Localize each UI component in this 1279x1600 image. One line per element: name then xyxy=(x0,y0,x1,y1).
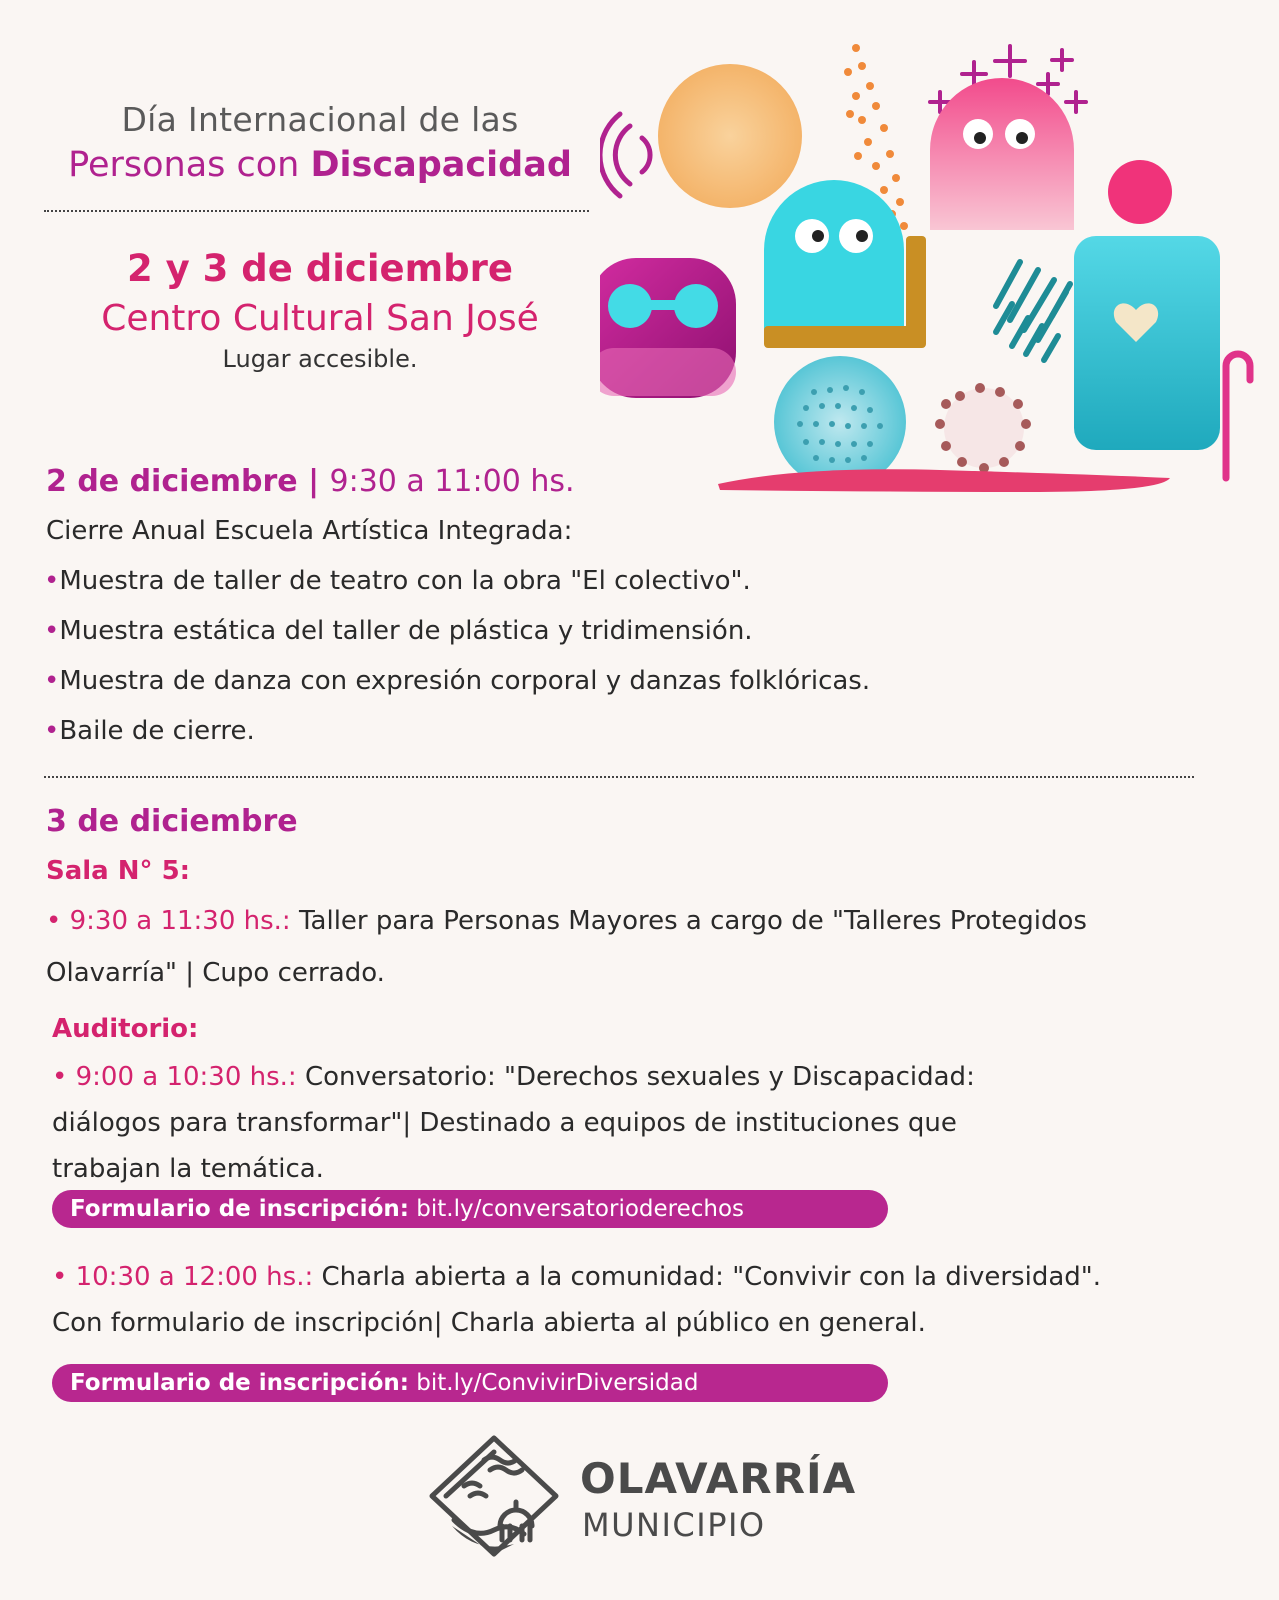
event-dates: 2 y 3 de diciembre xyxy=(127,247,513,290)
cyan-rectangle-figure xyxy=(1074,236,1220,450)
day1-date: 2 de diciembre xyxy=(46,464,298,499)
aud1-text-1: Conversatorio: "Derechos sexuales y Discapacidad: xyxy=(296,1062,975,1092)
day1-heading xyxy=(46,462,575,502)
day1-separator: | xyxy=(297,464,330,499)
day1-list-item xyxy=(44,564,751,598)
sala-time: • 9:30 a 11:30 hs.: xyxy=(46,906,291,936)
day1-intro: Cierre Anual Escuela Artística Integrada: xyxy=(46,516,573,546)
day1-item-text: Muestra de danza con expresión corporal y danzas folklóricas. xyxy=(59,666,871,696)
event-summary xyxy=(40,244,600,374)
bullet-icon: • xyxy=(44,616,60,646)
auditorio-activity2-line-1 xyxy=(52,1260,1101,1294)
form2-url[interactable]: bit.ly/ConvivirDiversidad xyxy=(408,1370,699,1396)
cane-icon xyxy=(1226,354,1250,478)
day1-item-text: Baile de cierre. xyxy=(59,716,255,746)
dotted-ring xyxy=(935,383,1031,473)
day1-time: 9:30 a 11:00 hs. xyxy=(329,464,575,499)
bullet-icon: • xyxy=(44,666,60,696)
title-line-2-bold: Discapacidad xyxy=(310,145,572,185)
day1-list-item xyxy=(44,664,870,698)
sound-waves-icon xyxy=(600,114,650,196)
day1-list-item xyxy=(44,714,255,748)
orange-circle xyxy=(658,64,802,208)
day1-item-text: Muestra estática del taller de plástica y tridimensión. xyxy=(59,616,753,646)
sala-text-1: Taller para Personas Mayores a cargo de "Talleres Protegidos xyxy=(290,906,1087,936)
sala-title: Sala N° 5: xyxy=(46,856,191,886)
event-venue: Centro Cultural San José xyxy=(101,298,539,339)
bullet-icon: • xyxy=(44,716,60,746)
event-title xyxy=(40,98,600,188)
auditorio-activity1-line-2: diálogos para transformar"| Destinado a equipos de instituciones que xyxy=(52,1108,957,1138)
day1-item-text: Muestra de taller de teatro con la obra "El colectivo". xyxy=(59,566,751,596)
municipal-logo-icon xyxy=(424,1430,564,1560)
sala-activity-line-2: Olavarría" | Cupo cerrado. xyxy=(46,958,385,988)
registration-link-1[interactable] xyxy=(52,1190,888,1228)
dotted-divider-top xyxy=(44,210,589,212)
auditorio-title: Auditorio: xyxy=(52,1014,199,1044)
title-line-2-regular: Personas con xyxy=(68,145,311,185)
day1-list-item xyxy=(44,614,753,648)
pink-brush-stroke xyxy=(718,469,1170,492)
cyan-ghost-figure xyxy=(764,180,904,330)
logo-name: OLAVARRÍA xyxy=(580,1454,857,1503)
auditorio-activity1-line-3: trabajan la temática. xyxy=(52,1154,324,1184)
cyan-dotted-circle xyxy=(774,356,906,488)
title-line-1: Día Internacional de las xyxy=(121,100,519,139)
auditorio-activity2-line-2: Con formulario de inscripción| Charla abierta al público en general. xyxy=(52,1308,926,1338)
form-label: Formulario de inscripción: xyxy=(70,1196,409,1222)
title-line-2 xyxy=(40,142,600,188)
aud2-time: • 10:30 a 12:00 hs.: xyxy=(52,1262,314,1292)
logo-subtitle: MUNICIPIO xyxy=(582,1506,766,1544)
form1-url[interactable]: bit.ly/conversatorioderechos xyxy=(408,1196,745,1222)
bullet-icon: • xyxy=(44,566,60,596)
teal-slashes xyxy=(996,262,1070,360)
registration-link-2[interactable] xyxy=(52,1364,888,1402)
accessibility-note: Lugar accesible. xyxy=(222,345,418,373)
pink-ghost-figure xyxy=(930,78,1074,230)
sala-activity-line-1 xyxy=(46,904,1087,938)
aud1-time: • 9:00 a 10:30 hs.: xyxy=(52,1062,297,1092)
pink-circle xyxy=(1108,160,1172,224)
auditorio-activity1-line-1 xyxy=(52,1060,975,1094)
dotted-divider-middle xyxy=(44,776,1194,778)
aud2-text-1: Charla abierta a la comunidad: "Convivir con la diversidad". xyxy=(313,1262,1101,1292)
decorative-illustration xyxy=(600,30,1260,510)
glasses-figure xyxy=(600,258,736,398)
day2-heading: 3 de diciembre xyxy=(46,804,298,839)
form-label: Formulario de inscripción: xyxy=(70,1370,409,1396)
